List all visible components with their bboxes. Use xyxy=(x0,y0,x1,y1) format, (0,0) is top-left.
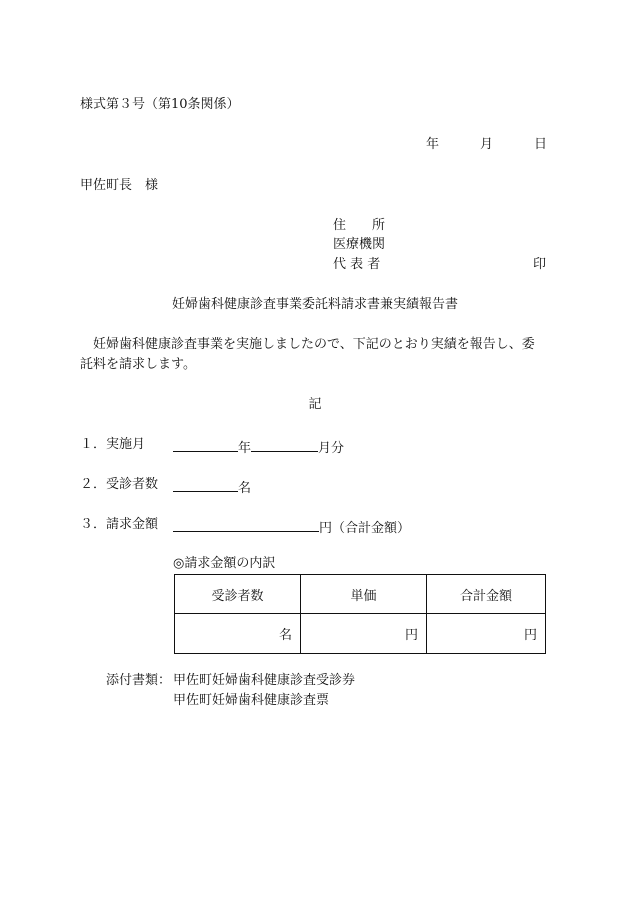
item3-number: ３． xyxy=(80,517,107,532)
breakdown-caption: ◎請求金額の内訳 xyxy=(173,556,276,571)
item1-number: １． xyxy=(80,437,107,452)
document-title: 妊婦歯科健康診査事業委託料請求書兼実績報告書 xyxy=(171,297,458,312)
attachment-1: 甲佐町妊婦歯科健康診査受診券 xyxy=(173,673,356,688)
item3-label: 請求金額 xyxy=(106,517,159,532)
institution-label: 医療機関 xyxy=(333,237,386,252)
representative-label: 代 表 者 xyxy=(333,257,381,272)
patients-unit: 名 xyxy=(238,481,252,496)
breakdown-table xyxy=(174,574,546,654)
year-blank[interactable] xyxy=(173,438,238,452)
item3-blanks xyxy=(173,518,410,535)
form-number: 様式第３号（第10条関係） xyxy=(80,97,240,112)
seal-mark: 印 xyxy=(533,257,547,272)
item2-label: 受診者数 xyxy=(106,477,159,492)
cell-patients[interactable]: 名 xyxy=(175,614,301,654)
header-unit-price: 単価 xyxy=(301,575,427,614)
item2-blanks xyxy=(173,478,251,495)
item1-label: 実施月 xyxy=(106,437,146,452)
date-day: 日 xyxy=(534,137,548,152)
table-row xyxy=(175,614,546,654)
address-label: 住 所 xyxy=(333,218,386,233)
table-header-row xyxy=(175,575,546,614)
date-year: 年 xyxy=(426,137,440,152)
attachment-2: 甲佐町妊婦歯科健康診査票 xyxy=(173,693,330,708)
item1-blanks xyxy=(173,438,344,455)
cell-unit-price[interactable]: 円 xyxy=(301,614,427,654)
item2-number: ２． xyxy=(80,477,107,492)
header-total: 合計金額 xyxy=(427,575,546,614)
date-month: 月 xyxy=(480,137,494,152)
cell-total[interactable]: 円 xyxy=(427,614,546,654)
header-patients: 受診者数 xyxy=(175,575,301,614)
month-unit: 月分 xyxy=(318,441,345,456)
month-blank[interactable] xyxy=(251,438,318,452)
amount-blank[interactable] xyxy=(173,518,319,532)
attachments-label: 添付書類： xyxy=(106,673,172,688)
body-text-line2: 託料を請求します。 xyxy=(80,357,196,372)
patients-blank[interactable] xyxy=(173,478,238,492)
year-unit: 年 xyxy=(238,441,252,456)
body-text-line1: 妊婦歯科健康診査事業を実施しましたので、下記のとおり実績を報告し、委 xyxy=(93,337,535,352)
addressee: 甲佐町長 様 xyxy=(80,178,159,193)
ki-heading: 記 xyxy=(308,397,322,412)
amount-unit: 円（合計金額） xyxy=(319,521,411,536)
